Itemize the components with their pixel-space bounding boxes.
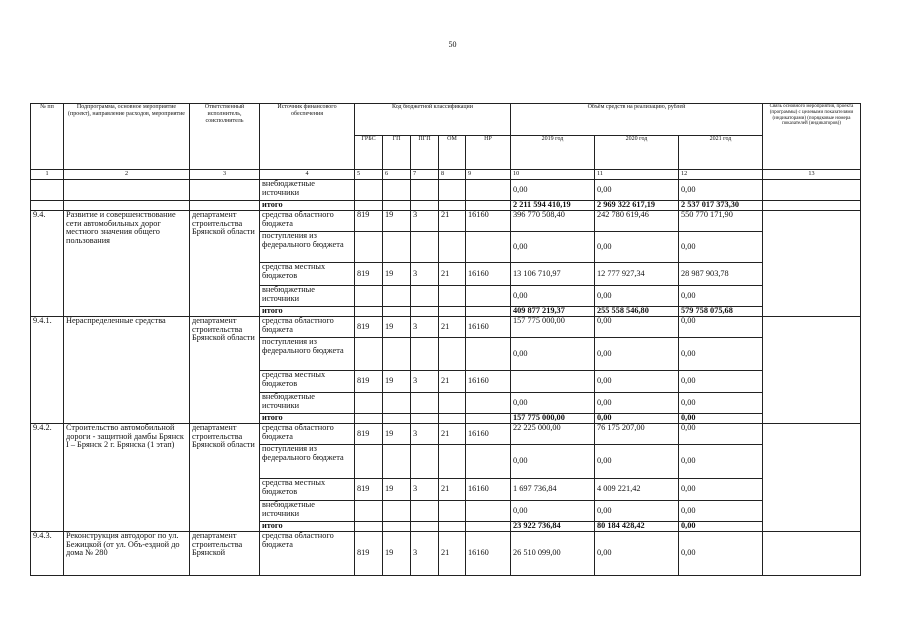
value-cell: 2 537 017 373,30 — [679, 201, 763, 211]
header-om: ОМ — [439, 136, 466, 170]
source-cell: средства местных бюджетов — [260, 479, 355, 501]
code-nr: 16160 — [466, 371, 511, 393]
code-om: 21 — [439, 371, 466, 393]
code-pgp: 3 — [411, 263, 439, 286]
source-cell: поступления из федерального бюджета — [260, 445, 355, 479]
code-grbs: 819 — [355, 371, 383, 393]
row-number: 9.4.3. — [31, 532, 64, 576]
value-cell: 26 510 099,00 — [511, 532, 595, 576]
value-cell: 0,00 — [679, 501, 763, 522]
code-pgp: 3 — [411, 371, 439, 393]
value-cell: 0,00 — [511, 501, 595, 522]
code-pgp: 3 — [411, 479, 439, 501]
page-number: 50 — [448, 40, 457, 49]
value-cell: 0,00 — [511, 232, 595, 263]
program-name: Реконструкция автодорог по ул. Бежицкой (от ул. Объ-ездной до дома № 280 — [64, 532, 190, 576]
code-pgp: 3 — [411, 424, 439, 445]
value-cell: 13 106 710,97 — [511, 263, 595, 286]
index-cell: 2 — [64, 170, 190, 180]
value-cell: 1 697 736,84 — [511, 479, 595, 501]
code-grbs: 819 — [355, 532, 383, 576]
value-cell: 0,00 — [595, 232, 679, 263]
value-cell: 396 770 508,40 — [511, 211, 595, 232]
value-cell: 0,00 — [511, 180, 595, 201]
source-cell: итого — [260, 522, 355, 532]
value-cell: 0,00 — [511, 286, 595, 307]
index-cell: 8 — [439, 170, 466, 180]
code-gp: 19 — [383, 424, 411, 445]
source-cell: итого — [260, 201, 355, 211]
value-cell: 0,00 — [679, 371, 763, 393]
code-gp: 19 — [383, 317, 411, 338]
value-cell: 2 969 322 617,19 — [595, 201, 679, 211]
header-nr: НР — [466, 136, 511, 170]
code-nr: 16160 — [466, 317, 511, 338]
value-cell: 0,00 — [595, 317, 679, 338]
header-2019: 2019 год — [511, 136, 595, 170]
table-row — [31, 211, 861, 232]
code-gp: 19 — [383, 479, 411, 501]
value-cell: 0,00 — [679, 180, 763, 201]
code-nr: 16160 — [466, 211, 511, 232]
value-cell: 0,00 — [595, 338, 679, 371]
header-grbs: ГРБС — [355, 136, 383, 170]
code-nr: 16160 — [466, 479, 511, 501]
responsible: департамент строительства Брянской области — [190, 317, 260, 424]
value-cell: 0,00 — [679, 532, 763, 576]
code-grbs: 819 — [355, 317, 383, 338]
header-volume: Объём средств на реализацию, рублей — [511, 104, 763, 136]
source-cell: средства областного бюджета — [260, 532, 355, 576]
value-cell: 12 777 927,34 — [595, 263, 679, 286]
code-gp: 19 — [383, 211, 411, 232]
code-om: 21 — [439, 479, 466, 501]
value-cell: 4 009 221,42 — [595, 479, 679, 501]
index-cell: 11 — [595, 170, 679, 180]
value-cell: 255 558 546,80 — [595, 307, 679, 317]
index-cell: 1 — [31, 170, 64, 180]
value-cell: 0,00 — [679, 393, 763, 414]
value-cell: 409 877 219,37 — [511, 307, 595, 317]
code-nr: 16160 — [466, 532, 511, 576]
responsible: департамент строительства Брянской области — [190, 424, 260, 532]
code-nr: 16160 — [466, 263, 511, 286]
source-cell: средства областного бюджета — [260, 317, 355, 338]
value-cell: 0,00 — [595, 445, 679, 479]
table-row — [31, 532, 861, 576]
index-cell: 4 — [260, 170, 355, 180]
code-pgp: 3 — [411, 211, 439, 232]
value-cell: 0,00 — [595, 286, 679, 307]
source-cell: внебюджетные источники — [260, 180, 355, 201]
value-cell: 0,00 — [679, 414, 763, 424]
index-cell: 9 — [466, 170, 511, 180]
value-cell: 0,00 — [679, 445, 763, 479]
header-2021: 2021 год — [679, 136, 763, 170]
header-2020: 2020 год — [595, 136, 679, 170]
value-cell: 0,00 — [595, 532, 679, 576]
program-name: Нераспределенные средства — [64, 317, 190, 424]
budget-table — [30, 103, 861, 576]
value-cell: 0,00 — [595, 371, 679, 393]
code-gp: 19 — [383, 532, 411, 576]
value-cell: 0,00 — [679, 522, 763, 532]
responsible: департамент строительства Брянской — [190, 532, 260, 576]
row-number: 9.4. — [31, 211, 64, 317]
source-cell: итого — [260, 414, 355, 424]
code-om: 21 — [439, 263, 466, 286]
value-cell: 0,00 — [679, 232, 763, 263]
value-cell: 0,00 — [595, 180, 679, 201]
source-cell: поступления из федерального бюджета — [260, 338, 355, 371]
source-cell: внебюджетные источники — [260, 501, 355, 522]
value-cell: 550 770 171,90 — [679, 211, 763, 232]
code-gp: 19 — [383, 371, 411, 393]
index-cell: 12 — [679, 170, 763, 180]
header-gp: ГП — [383, 136, 411, 170]
source-cell: итого — [260, 307, 355, 317]
value-cell: 28 987 903,78 — [679, 263, 763, 286]
code-grbs: 819 — [355, 211, 383, 232]
source-cell: средства местных бюджетов — [260, 371, 355, 393]
code-grbs: 819 — [355, 263, 383, 286]
value-cell: 0,00 — [511, 338, 595, 371]
code-om: 21 — [439, 532, 466, 576]
row-number: 9.4.2. — [31, 424, 64, 532]
value-cell: 2 211 594 410,19 — [511, 201, 595, 211]
header-no: № пп — [31, 104, 64, 170]
header-link: Связь основного мероприятия, проекта (программы) с целевыми показателями (индикаторами) (порядковые номера показателей (индикаторов)) — [763, 104, 861, 170]
source-cell: средства местных бюджетов — [260, 263, 355, 286]
header-source: Источник финансового обеспечения — [260, 104, 355, 170]
responsible: департамент строительства Брянской области — [190, 211, 260, 317]
value-cell: 0,00 — [511, 445, 595, 479]
header-pgp: ПГП — [411, 136, 439, 170]
value-cell: 157 775 000,00 — [511, 414, 595, 424]
index-cell: 13 — [763, 170, 861, 180]
table-row — [31, 180, 861, 201]
value-cell: 0,00 — [679, 338, 763, 371]
index-cell: 7 — [411, 170, 439, 180]
code-gp: 19 — [383, 263, 411, 286]
value-cell: 157 775 000,00 — [511, 317, 595, 338]
source-cell: поступления из федерального бюджета — [260, 232, 355, 263]
code-om: 21 — [439, 317, 466, 338]
code-pgp: 3 — [411, 317, 439, 338]
value-cell: 23 922 736,84 — [511, 522, 595, 532]
row-number: 9.4.1. — [31, 317, 64, 424]
value-cell: 0,00 — [595, 393, 679, 414]
value-cell: 0,00 — [595, 501, 679, 522]
table-row — [31, 201, 861, 211]
value-cell: 0,00 — [679, 317, 763, 338]
header-program: Подпрограмма, основное мероприятие (проект), направление расходов, мероприятие — [64, 104, 190, 170]
value-cell: 579 758 075,68 — [679, 307, 763, 317]
index-cell: 5 — [355, 170, 383, 180]
code-grbs: 819 — [355, 424, 383, 445]
program-name: Развитие и совершенствование сети автомобильных дорог местного значения общего пользования — [64, 211, 190, 317]
value-cell: 0,00 — [679, 479, 763, 501]
index-cell: 3 — [190, 170, 260, 180]
value-cell: 80 184 428,42 — [595, 522, 679, 532]
index-cell: 10 — [511, 170, 595, 180]
value-cell: 76 175 207,00 — [595, 424, 679, 445]
value-cell — [511, 371, 595, 393]
program-name: Строительство автомобильной дороги - защитной дамбы Брянск I – Брянск 2 г. Брянска (1 этап) — [64, 424, 190, 532]
source-cell: внебюджетные источники — [260, 286, 355, 307]
source-cell: внебюджетные источники — [260, 393, 355, 414]
value-cell: 242 780 619,46 — [595, 211, 679, 232]
value-cell: 0,00 — [679, 424, 763, 445]
source-cell: средства областного бюджета — [260, 211, 355, 232]
value-cell: 0,00 — [511, 393, 595, 414]
table-row — [31, 317, 861, 338]
code-om: 21 — [439, 211, 466, 232]
code-nr: 16160 — [466, 424, 511, 445]
value-cell: 0,00 — [679, 286, 763, 307]
header-code: Код бюджетной классификации — [355, 104, 511, 136]
value-cell: 0,00 — [595, 414, 679, 424]
value-cell: 22 225 000,00 — [511, 424, 595, 445]
code-pgp: 3 — [411, 532, 439, 576]
code-grbs: 819 — [355, 479, 383, 501]
table-row — [31, 424, 861, 445]
code-om: 21 — [439, 424, 466, 445]
header-responsible: Ответственный исполнитель, соисполнитель — [190, 104, 260, 170]
index-cell: 6 — [383, 170, 411, 180]
source-cell: средства областного бюджета — [260, 424, 355, 445]
